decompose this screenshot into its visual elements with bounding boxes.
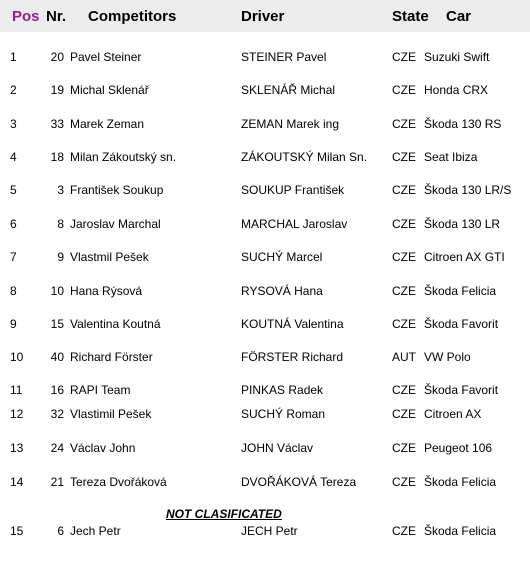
table-row	[0, 440, 530, 456]
row-pos: 15	[10, 524, 24, 538]
row-driver: JOHN Václav	[241, 441, 314, 455]
row-driver: DVOŘÁKOVÁ Tereza	[241, 475, 357, 489]
row-number: 10	[50, 284, 64, 298]
row-state: CZE	[392, 217, 416, 231]
row-pos: 3	[10, 117, 17, 131]
row-state: AUT	[392, 350, 416, 364]
row-driver: PINKAS Radek	[241, 383, 324, 397]
row-car: Suzuki Swift	[424, 50, 490, 64]
table-header	[0, 0, 530, 32]
row-driver: ZEMAN Marek ing	[241, 117, 340, 131]
row-state: CZE	[392, 83, 416, 97]
row-car: Škoda 130 LR/S	[424, 183, 512, 197]
row-car: Citroen AX	[424, 407, 482, 421]
row-competitor: Vlastimil Pešek	[70, 407, 152, 421]
row-state: CZE	[392, 117, 416, 131]
table-row	[0, 49, 530, 65]
row-state: CZE	[392, 150, 416, 164]
header-driver: Driver	[241, 8, 285, 25]
row-competitor: Valentina Koutná	[70, 317, 161, 331]
row-competitor: Richard Förster	[70, 350, 153, 364]
row-driver: STEINER Pavel	[241, 50, 327, 64]
row-competitor: Tereza Dvořáková	[70, 475, 167, 489]
row-pos: 2	[10, 83, 17, 97]
row-number: 21	[50, 475, 64, 489]
row-driver: KOUTNÁ Valentina	[241, 317, 344, 331]
table-row	[0, 182, 530, 198]
table-row	[0, 216, 530, 232]
row-number: 3	[57, 183, 64, 197]
table-row	[0, 316, 530, 332]
row-competitor: Milan Zákoutský sn.	[70, 150, 177, 164]
table-row	[0, 116, 530, 132]
row-pos: 5	[10, 183, 17, 197]
header-car: Car	[446, 8, 472, 25]
row-driver: MARCHAL Jaroslav	[241, 217, 348, 231]
table-row	[0, 249, 530, 265]
row-pos: 14	[10, 475, 24, 489]
row-pos: 8	[10, 284, 17, 298]
header-nr: Nr.	[46, 8, 67, 25]
row-car: Škoda Felicia	[424, 524, 497, 538]
row-competitor: Marek Zeman	[70, 117, 145, 131]
header-state: State	[392, 8, 429, 25]
row-pos: 10	[10, 350, 24, 364]
row-driver: RYSOVÁ Hana	[241, 284, 323, 298]
row-pos: 1	[10, 50, 17, 64]
row-car: Škoda Felicia	[424, 284, 497, 298]
row-driver: SKLENÁŘ Michal	[241, 83, 336, 97]
row-car: Škoda 130 LR	[424, 217, 501, 231]
row-state: CZE	[392, 524, 416, 538]
row-pos: 12	[10, 407, 24, 421]
header-pos: Pos	[12, 8, 40, 25]
row-competitor: Hana Rýsová	[70, 284, 143, 298]
row-state: CZE	[392, 183, 416, 197]
row-number: 15	[50, 317, 64, 331]
row-number: 9	[57, 250, 64, 264]
row-car: Peugeot 106	[424, 441, 493, 455]
row-competitor: Jech Petr	[70, 524, 121, 538]
row-car: Škoda Felicia	[424, 475, 497, 489]
row-car: Citroen AX GTI	[424, 250, 505, 264]
table-row	[0, 82, 530, 98]
row-driver: SUCHÝ Roman	[241, 407, 326, 421]
row-state: CZE	[392, 383, 416, 397]
row-driver: SOUKUP František	[241, 183, 345, 197]
row-competitor: Jaroslav Marchal	[70, 217, 161, 231]
row-car: VW Polo	[424, 350, 471, 364]
row-pos: 11	[10, 383, 23, 397]
row-state: CZE	[392, 407, 416, 421]
row-number: 33	[50, 117, 64, 131]
row-car: Honda CRX	[424, 83, 489, 97]
row-car: Škoda Favorit	[424, 317, 499, 331]
row-competitor: Michal Sklenář	[70, 83, 149, 97]
table-row	[0, 523, 530, 539]
table-row	[0, 283, 530, 299]
row-number: 6	[57, 524, 64, 538]
row-state: CZE	[392, 50, 416, 64]
row-pos: 13	[10, 441, 24, 455]
row-car: Seat Ibiza	[424, 150, 478, 164]
row-car: Škoda 130 RS	[424, 117, 502, 131]
row-number: 24	[50, 441, 64, 455]
row-number: 40	[50, 350, 64, 364]
table-row	[0, 406, 530, 422]
not-classified-label: NOT CLASIFICATED	[166, 507, 282, 521]
row-pos: 7	[10, 250, 17, 264]
row-state: CZE	[392, 475, 416, 489]
row-competitor: František Soukup	[70, 183, 164, 197]
row-driver: FÖRSTER Richard	[241, 350, 344, 364]
row-pos: 4	[10, 150, 17, 164]
row-number: 32	[50, 407, 64, 421]
table-row	[0, 474, 530, 490]
row-pos: 6	[10, 217, 17, 231]
row-number: 18	[50, 150, 64, 164]
row-state: CZE	[392, 317, 416, 331]
row-number: 16	[50, 383, 64, 397]
row-car: Škoda Favorit	[424, 383, 499, 397]
row-driver: JECH Petr	[241, 524, 298, 538]
table-row	[0, 149, 530, 165]
table-row	[0, 382, 530, 398]
row-driver: ZÁKOUTSKÝ Milan Sn.	[241, 150, 368, 164]
row-number: 19	[50, 83, 64, 97]
row-competitor: Václav John	[70, 441, 136, 455]
row-state: CZE	[392, 284, 416, 298]
row-competitor: Vlastmil Pešek	[70, 250, 149, 264]
row-driver: SUCHÝ Marcel	[241, 250, 323, 264]
row-number: 8	[57, 217, 64, 231]
row-competitor: RAPI Team	[70, 383, 131, 397]
row-state: CZE	[392, 441, 416, 455]
header-competitors: Competitors	[88, 8, 177, 25]
row-number: 20	[50, 50, 64, 64]
row-pos: 9	[10, 317, 17, 331]
row-competitor: Pavel Steiner	[70, 50, 142, 64]
table-row	[0, 349, 530, 365]
row-state: CZE	[392, 250, 416, 264]
